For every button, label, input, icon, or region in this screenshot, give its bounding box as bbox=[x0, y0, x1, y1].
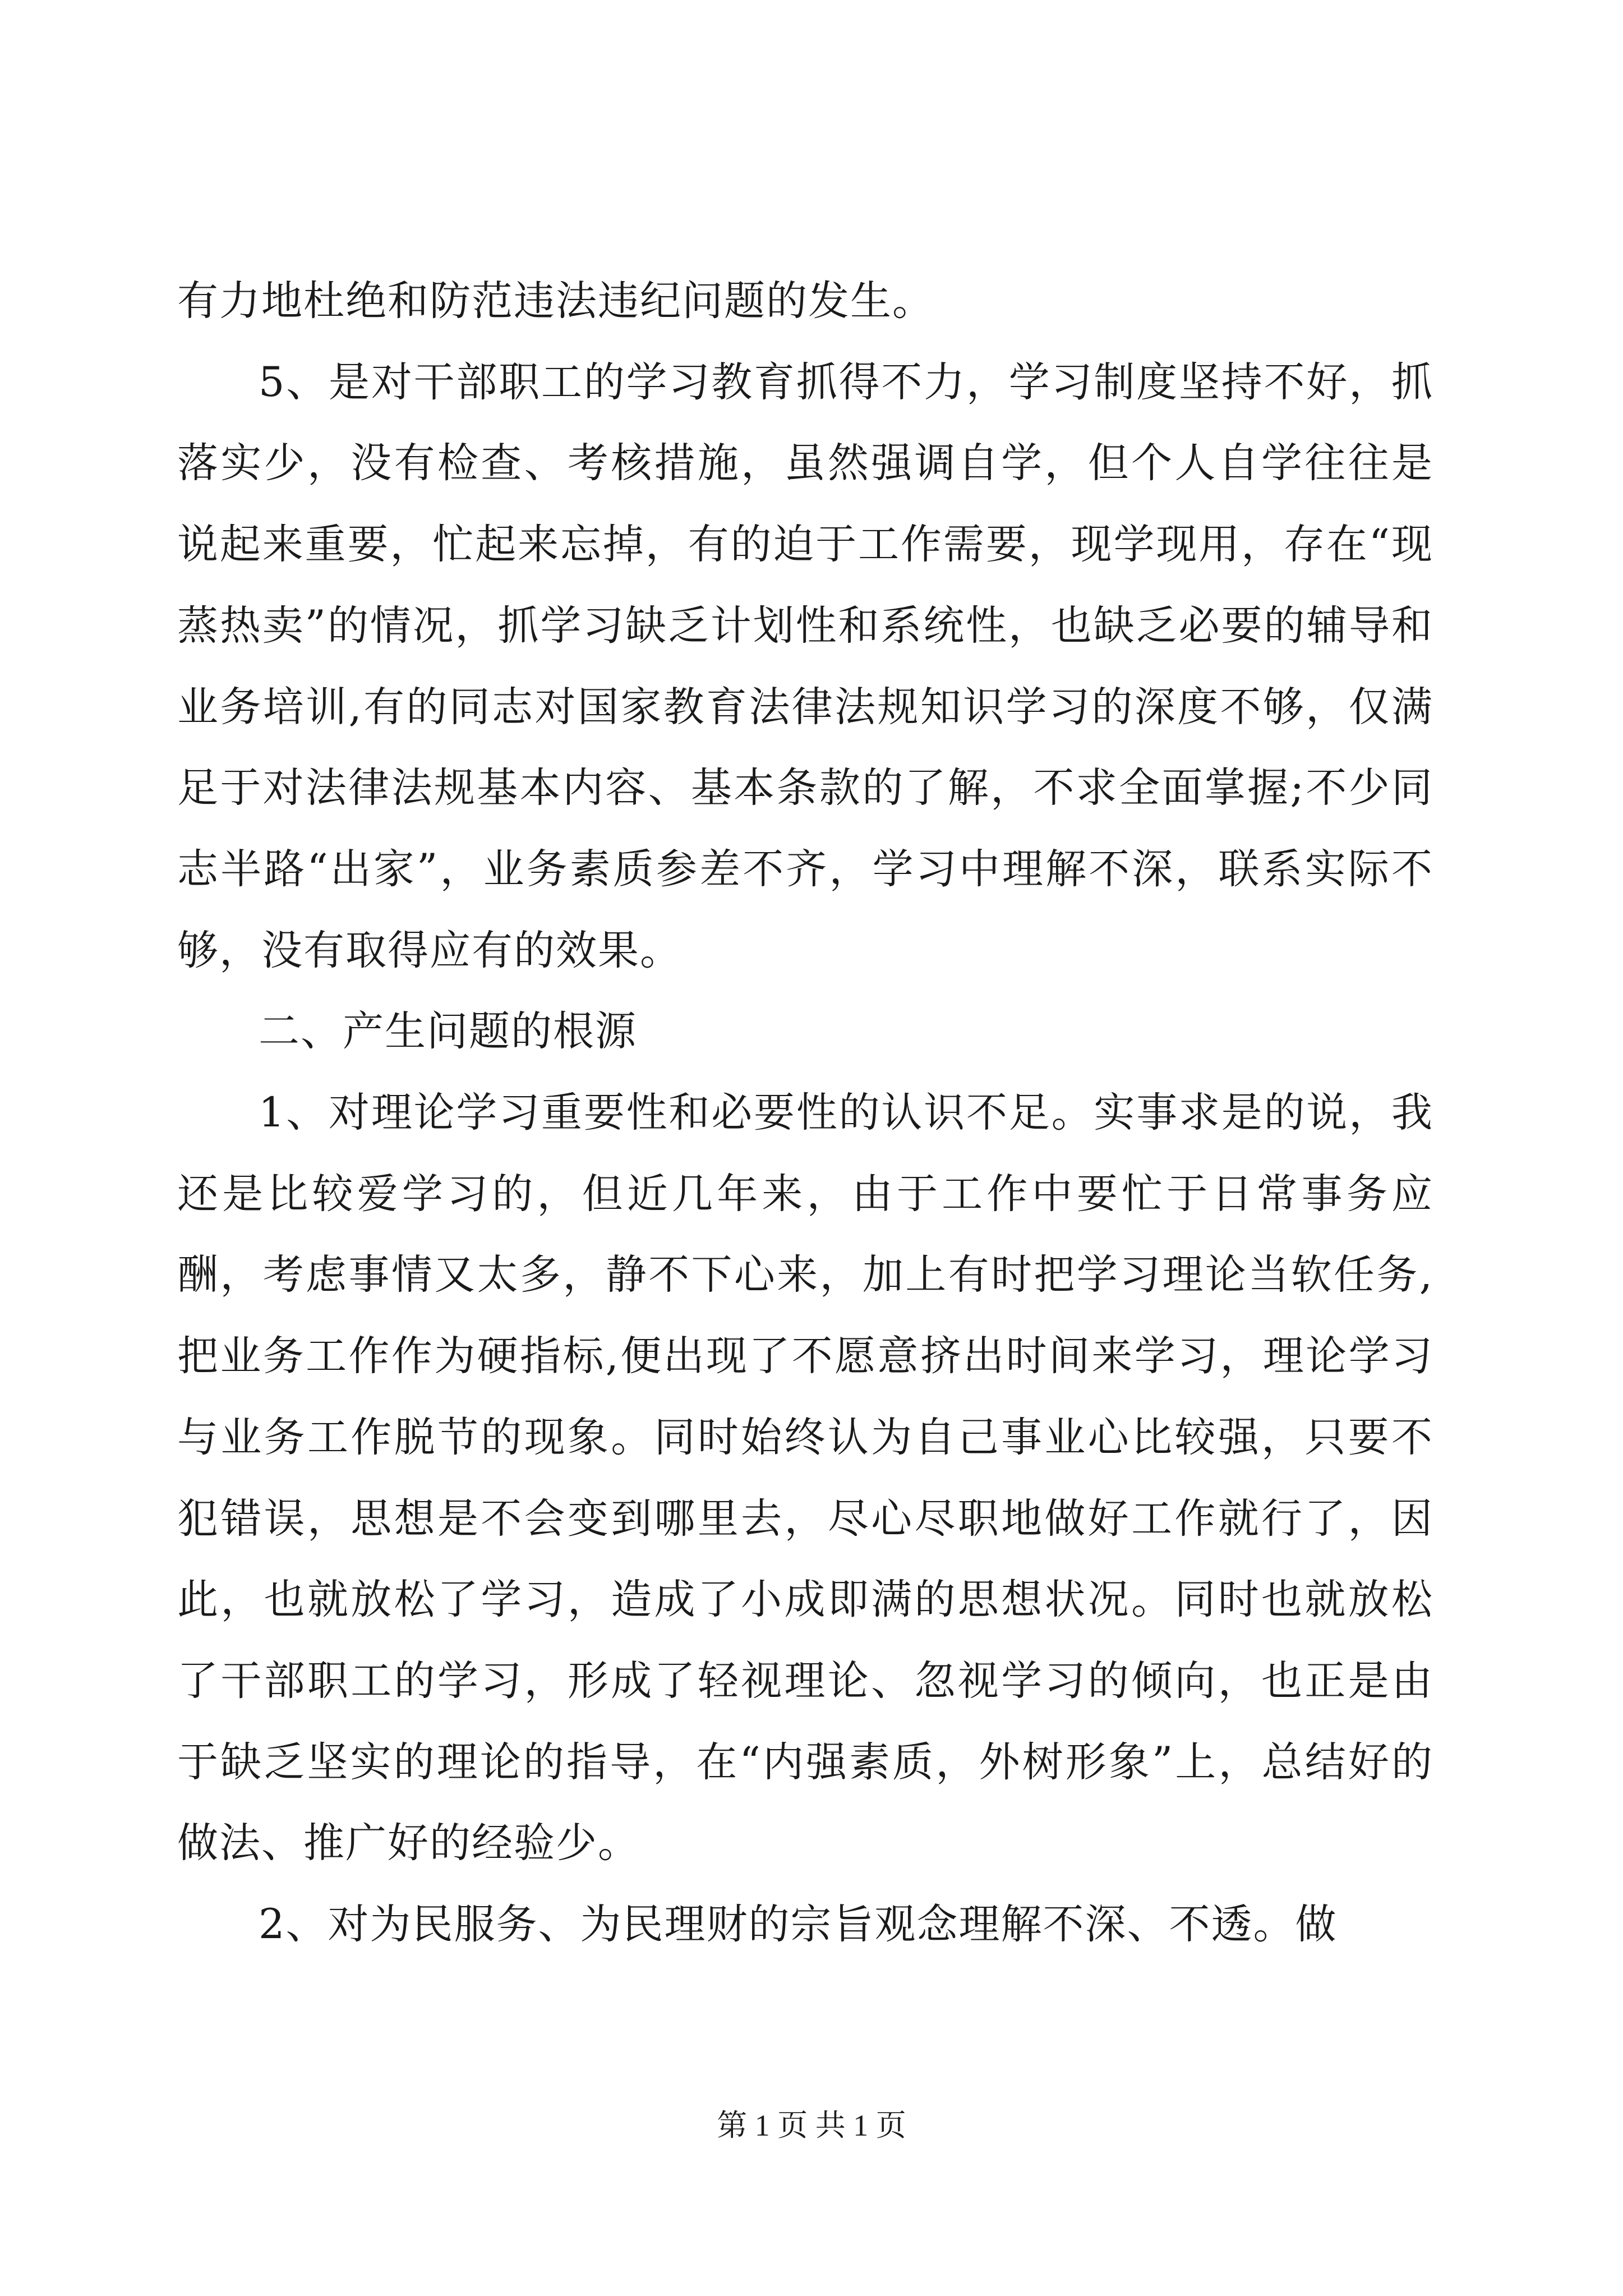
paragraph-2: 5、是对干部职工的学习教育抓得不力，学习制度坚持不好，抓落实少，没有检查、考核措施，虽然强调自学，但个人自学往往是说起来重要，忙起来忘掉，有的迫于工作需要，现学现用，存在“现蒸热卖”的情况，抓学习缺乏计划性和系统性，也缺乏必要的辅导和业务培训,有的同志对国家教育法律法规知识学习的深度不够，仅满足于对法律法规基本内容、基本条款的了解，不求全面掌握;不少同志半路“出家”，业务素质参差不齐，学习中理解不深，联系实际不够，没有取得应有的效果。 bbox=[177, 358, 1433, 974]
paragraph-1: 有力地杜绝和防范违法违纪问题的发生。 bbox=[177, 277, 934, 325]
section-heading: 二、产生问题的根源 bbox=[259, 1007, 637, 1056]
paragraph-4: 2、对为民服务、为民理财的宗旨观念理解不深、不透。做 bbox=[259, 1901, 1338, 1949]
document-body bbox=[177, 261, 1433, 1966]
page-footer: 第 1 页 共 1 页 bbox=[717, 2109, 906, 2142]
paragraph-3: 1、对理论学习重要性和必要性的认识不足。实事求是的说，我还是比较爱学习的，但近几年来，由于工作中要忙于日常事务应酬，考虑事情又太多，静不下心来，加上有时把学习理论当软任务,把业务工作作为硬指标,便出现了不愿意挤出时间来学习，理论学习与业务工作脱节的现象。同时始终认为自己事业心比较强，只要不犯错误，思想是不会变到哪里去，尽心尽职地做好工作就行了，因此，也就放松了学习，造成了小成即满的思想状况。同时也就放松了干部职工的学习，形成了轻视理论、忽视学习的倾向，也正是由于缺乏坚实的理论的指导，在“内强素质，外树形象”上，总结好的做法、推广好的经验少。 bbox=[177, 1089, 1433, 1867]
